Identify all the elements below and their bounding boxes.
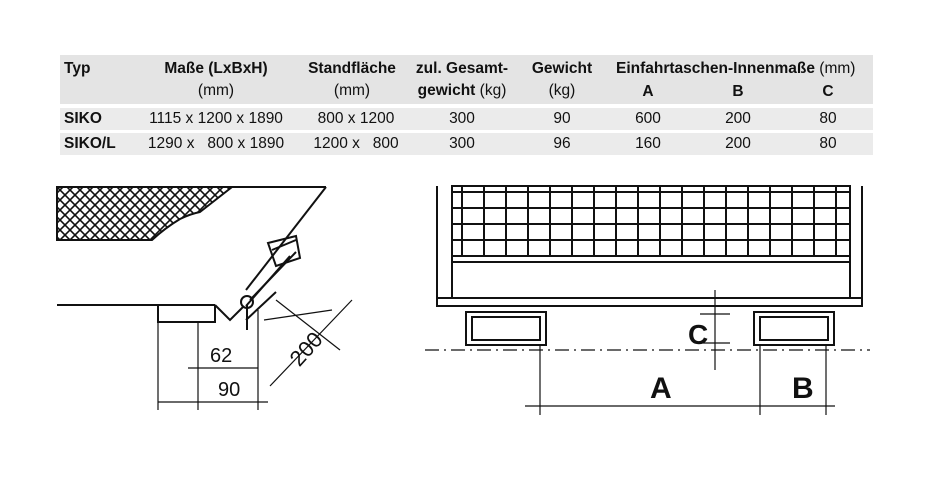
label-c: C: [688, 319, 709, 350]
header-typ: Typ: [64, 60, 91, 77]
cell-b: 200: [725, 135, 751, 152]
header-standflaeche-unit: (mm): [333, 82, 371, 99]
cell-c: 80: [819, 110, 837, 127]
header-col-a: A: [642, 83, 654, 100]
header-gewicht-unit: (kg): [548, 82, 576, 99]
header-masse-unit: (mm): [197, 82, 235, 99]
dim-200: 200: [284, 326, 328, 371]
header-standflaeche: Standfläche: [308, 60, 396, 77]
cell-c: 80: [819, 135, 837, 152]
header-einfahr-title: Einfahrtaschen-Innenmaße: [616, 60, 815, 77]
cell-gesamt: 300: [449, 135, 475, 152]
dim-90: 90: [218, 379, 241, 401]
cell-typ: SIKO: [64, 110, 102, 127]
header-masse: Maße (LxBxH): [164, 60, 268, 77]
cell-gesamt: 300: [449, 110, 475, 127]
header-gesamt-word: gewicht: [417, 82, 476, 99]
dim-62: 62: [210, 345, 233, 367]
header-col-c: C: [822, 83, 834, 100]
cell-standflaeche: 800 x 1200: [317, 110, 395, 127]
cage-mesh: [452, 186, 850, 256]
cell-b: 200: [725, 110, 751, 127]
cell-standflaeche: 1200 x 800: [313, 135, 399, 152]
cell-masse: 1290 x 800 x 1890: [147, 135, 285, 152]
header-gesamt-unit: (kg): [479, 82, 507, 99]
label-b: B: [792, 372, 814, 405]
header-einfahr-unit: (mm): [819, 60, 856, 77]
label-a: A: [650, 372, 672, 405]
cell-a: 160: [635, 135, 661, 152]
cell-typ: SIKO/L: [64, 135, 116, 152]
cell-gewicht: 96: [553, 135, 571, 152]
header-gesamt-line1: zul. Gesamt-: [415, 60, 509, 77]
header-col-b: B: [732, 83, 744, 100]
cell-a: 600: [635, 110, 661, 127]
cell-masse: 1115 x 1200 x 1890: [149, 110, 283, 127]
header-gewicht: Gewicht: [531, 60, 593, 77]
cell-gewicht: 90: [553, 110, 571, 127]
